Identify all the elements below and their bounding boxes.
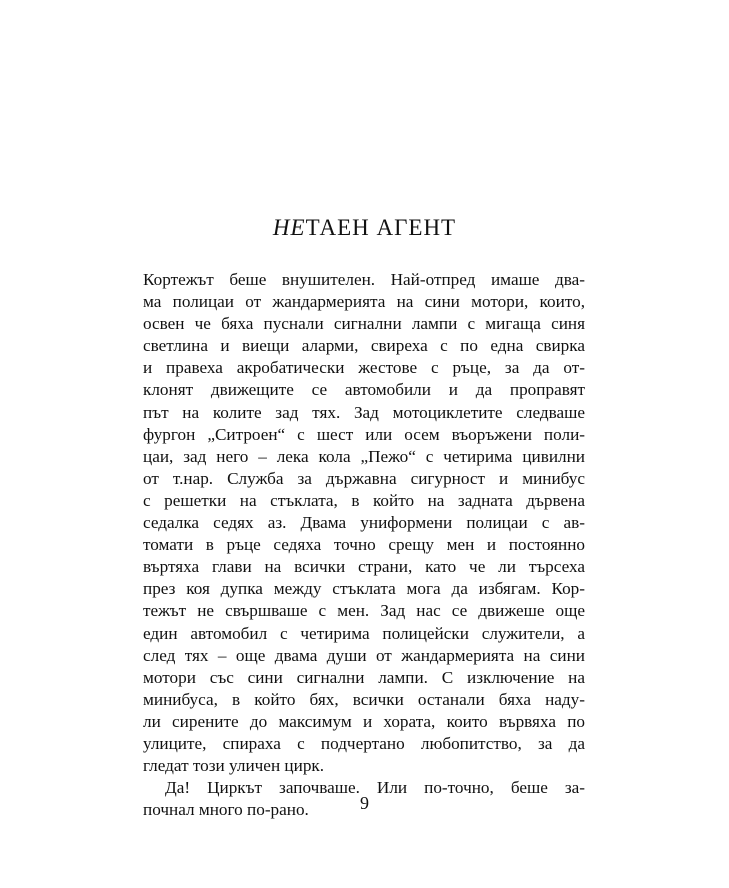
text-line: освен че бяха пуснали сигнални лампи с мигаща синя	[143, 314, 585, 334]
text-line: ма полицаи от жандармерията на сини мотори, които,	[143, 292, 585, 312]
text-line: през коя дупка между стъклата мога да избягам. Кор-	[143, 579, 585, 599]
text-line: фургон „Ситроен“ с шест или осем въоръжени поли-	[143, 424, 585, 444]
chapter-title-rest: ТАЕН АГЕНТ	[305, 215, 457, 240]
text-line: след тях – още двама души от жандармерията на сини	[143, 645, 585, 665]
text-line: гледат този уличен цирк.	[143, 756, 325, 776]
text-line: тежът не свършваше с мен. Зад нас се движеше още	[143, 601, 585, 621]
text-line: мотори със сини сигнални лампи. С изключение на	[143, 667, 585, 687]
page-number: 9	[360, 793, 369, 813]
text-line: Кортежът беше внушителен. Най-отпред имаше два-	[143, 270, 585, 289]
text-line: цаи, зад него – лека кола „Пежо“ с четирима цивилни	[143, 446, 585, 466]
text-line: един автомобил с четирима полицейски служители, а	[143, 623, 585, 643]
text-line: клонят движещите се автомобили и да проправят	[143, 380, 585, 400]
text-line: ли сирените до максимум и хората, които вървяха по	[143, 711, 585, 731]
chapter-title	[0, 213, 729, 243]
text-line: и правеха акробатически жестове с ръце, за да от-	[143, 358, 585, 378]
text-line: път на колите зад тях. Зад мотоциклетите следваше	[143, 402, 585, 422]
body-text	[143, 269, 585, 821]
text-line: минибуса, в който бях, всички останали бяха наду-	[143, 689, 585, 709]
text-line: Да! Циркът започваше. Или по-точно, беше за-	[165, 778, 585, 798]
text-line: от т.нар. Служба за държавна сигурност и минибус	[143, 468, 585, 488]
text-line: седалка седях аз. Двама униформени полицаи с ав-	[143, 513, 585, 533]
text-line: улиците, спираха с подчертано любопитство, за да	[143, 733, 585, 753]
text-line: с решетки на стъклата, в който на задната дървена	[143, 490, 585, 510]
text-line: светлина и виещи аларми, свиреха с по една свирка	[143, 336, 585, 356]
text-line: томати в ръце седяха точно срещу мен и постоянно	[143, 535, 585, 555]
text-line: почнал много по-рано.	[143, 800, 309, 820]
text-line: въртяха глави на всички страни, като че ли търсеха	[143, 557, 585, 577]
chapter-title-italic-part: НЕ	[272, 215, 306, 240]
